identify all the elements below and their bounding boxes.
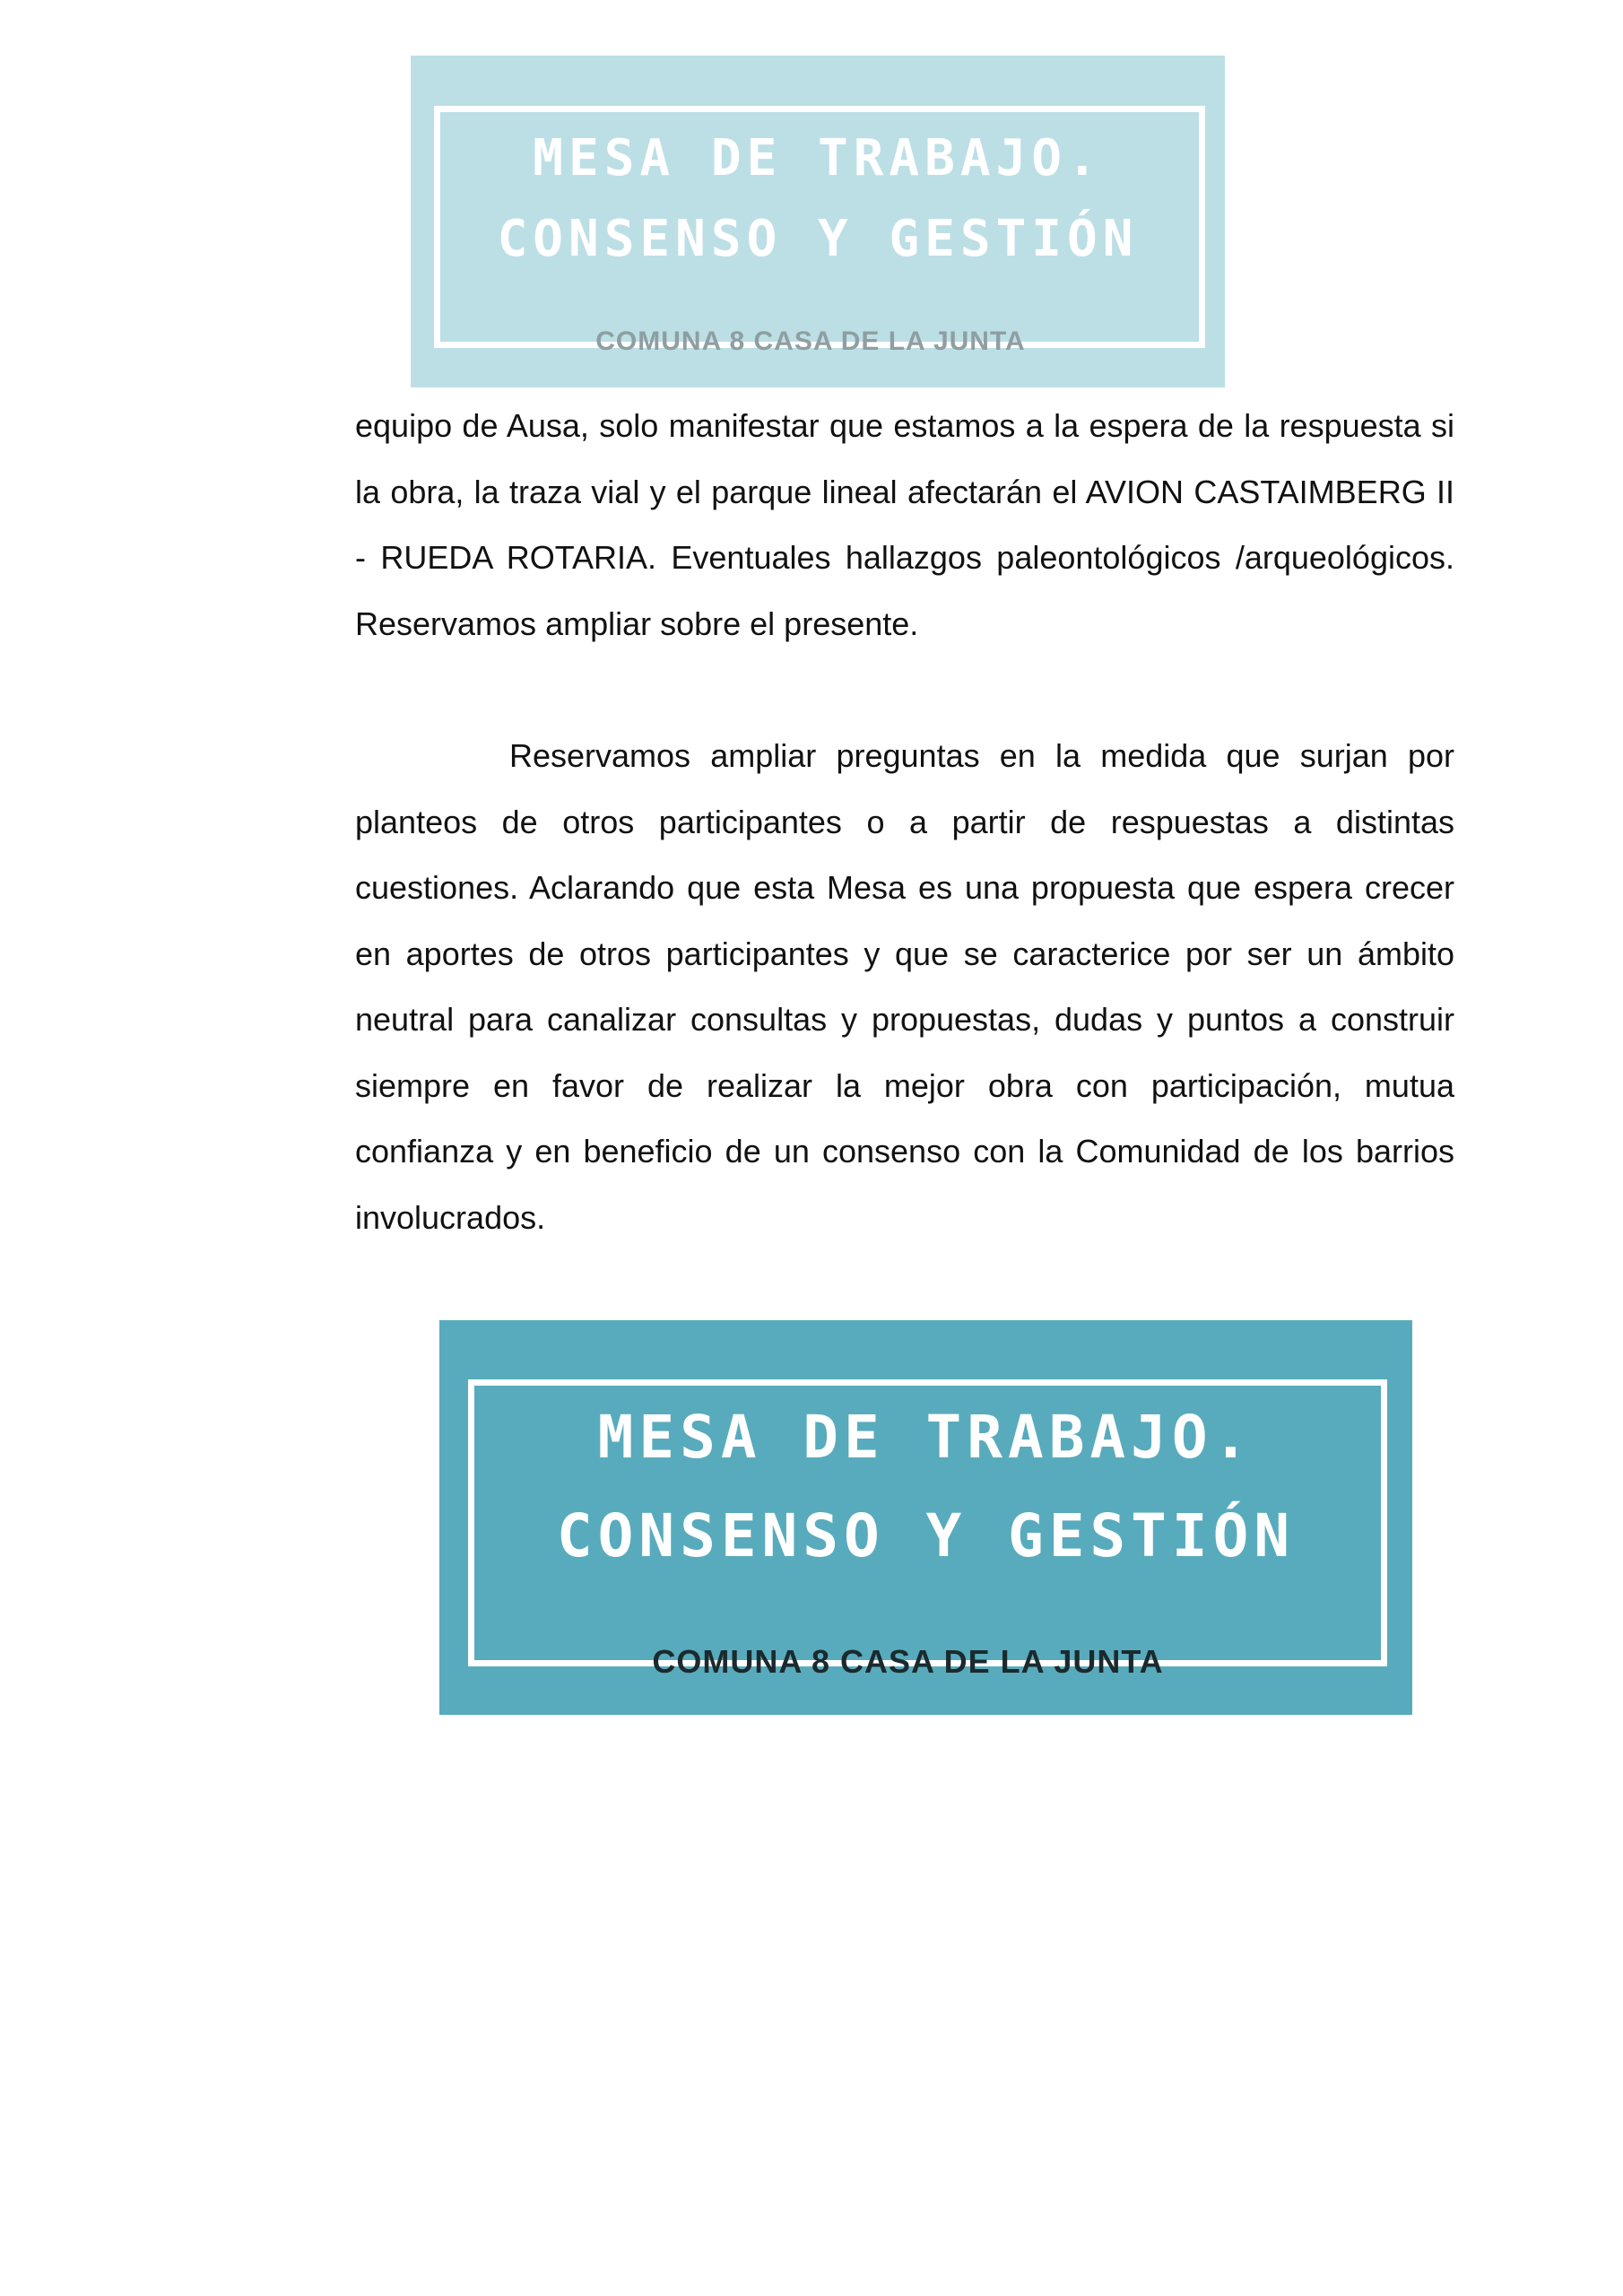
header-logo-banner bbox=[411, 56, 1225, 387]
banner-title-line2: CONSENSO Y GESTIÓN bbox=[497, 210, 1139, 268]
banner-subtitle: COMUNA 8 CASA DE LA JUNTA bbox=[652, 1643, 1164, 1680]
banner-title-line2: CONSENSO Y GESTIÓN bbox=[556, 1501, 1296, 1570]
paragraph-1: equipo de Ausa, solo manifestar que estamos a la espera de la respuesta si la obra, la traza vial y el parque lineal afectarán el AVION CASTAIMBERG II - RUEDA ROTARIA. Eventuales hallazgos paleontológicos /arqueológicos. Reservamos ampliar sobre el presente. bbox=[355, 407, 1454, 642]
paragraph-2: Reservamos ampliar preguntas en la medida que surjan por planteos de otros participantes o a partir de respuestas a distintas cuestiones. Aclarando que esta Mesa es una propuesta que espera crecer en aportes de otros participantes y que se caracterice por ser un ámbito neutral para canalizar consultas y propuestas, dudas y puntos a construir siempre en favor de realizar la mejor obra con participación, mutua confianza y en beneficio de un consenso con la Comunidad de los barrios involucrados. bbox=[355, 737, 1454, 1236]
footer-logo-banner bbox=[439, 1320, 1412, 1715]
banner-title-line1: MESA DE TRABAJO. bbox=[597, 1403, 1254, 1472]
banner-title-line1: MESA DE TRABAJO. bbox=[533, 129, 1103, 187]
banner-subtitle: COMUNA 8 CASA DE LA JUNTA bbox=[595, 326, 1026, 356]
